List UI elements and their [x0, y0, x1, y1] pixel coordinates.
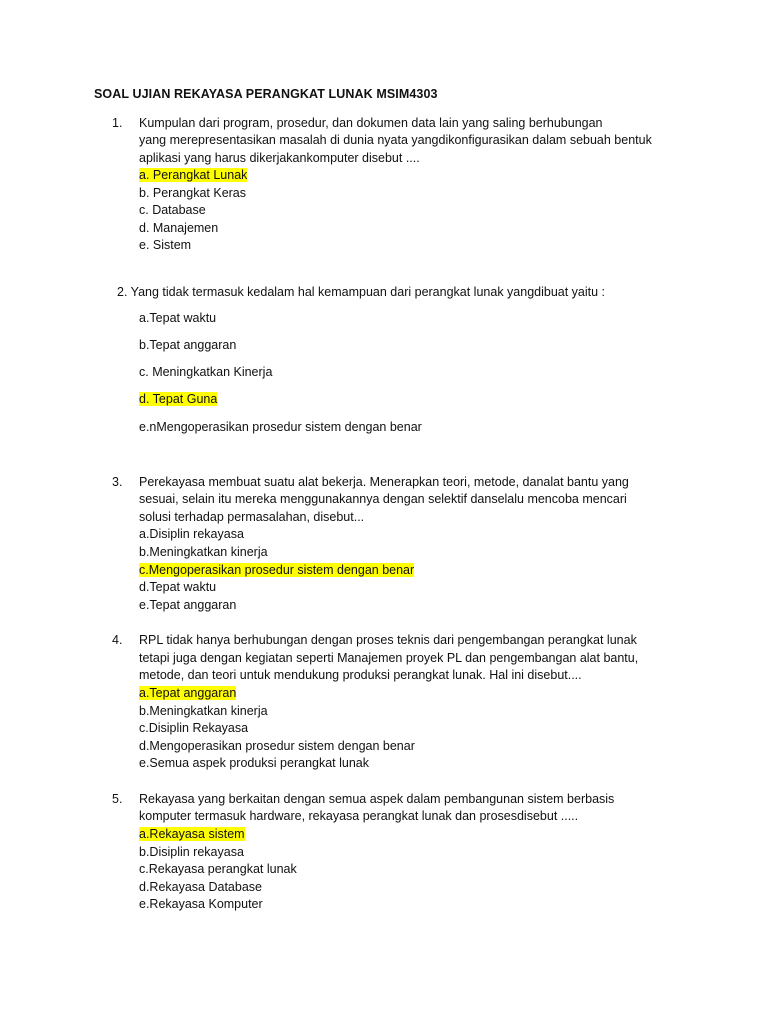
answer-option: d. Manajemen [139, 221, 219, 235]
answer-option: b. Perangkat Keras [139, 186, 247, 200]
question-text-line: Rekayasa yang berkaitan dengan semua aspek dalam pembangunan sistem berbasis [139, 792, 615, 806]
question-text-line: 2. Yang tidak termasuk kedalam hal kemampuan dari perangkat lunak yangdibuat yaitu : [117, 285, 606, 299]
question-text-line: aplikasi yang harus dikerjakankomputer disebut .... [139, 151, 420, 165]
answer-option: a.Disiplin rekayasa [139, 527, 244, 541]
answer-option: a.Tepat waktu [139, 311, 217, 325]
question-number: 5. [112, 792, 123, 806]
question-text-line: tetapi juga dengan kegiatan seperti Manajemen proyek PL dan pengembangan alat bantu, [139, 651, 639, 665]
answer-option: d.Tepat waktu [139, 580, 217, 594]
question-text-line: solusi terhadap permasalahan, disebut... [139, 510, 365, 524]
answer-option: c.Rekayasa perangkat lunak [139, 862, 297, 876]
question-text-line: Perekayasa membuat suatu alat bekerja. Menerapkan teori, metode, danalat bantu yang [139, 475, 629, 489]
question-text-line: metode, dan teori untuk mendukung produksi perangkat lunak. Hal ini disebut.... [139, 668, 582, 682]
answer-option: d.Mengoperasikan prosedur sistem dengan benar [139, 739, 415, 753]
answer-option: b.Meningkatkan kinerja [139, 545, 268, 559]
question-number: 3. [112, 475, 123, 489]
answer-option: b.Disiplin rekayasa [139, 845, 244, 859]
answer-option: e. Sistem [139, 238, 192, 252]
answer-option: e.Tepat anggaran [139, 598, 237, 612]
answer-option-highlighted: d. Tepat Guna [139, 392, 218, 406]
answer-option-highlighted: a.Tepat anggaran [139, 686, 237, 700]
answer-option: d.Rekayasa Database [139, 880, 262, 894]
answer-option-highlighted: a.Rekayasa sistem [139, 827, 245, 841]
question-text-line: RPL tidak hanya berhubungan dengan proses teknis dari pengembangan perangkat lunak [139, 633, 637, 647]
question-text-line: yang merepresentasikan masalah di dunia nyata yangdikonfigurasikan dalam sebuah bentuk [139, 133, 652, 147]
answer-option: e.Semua aspek produksi perangkat lunak [139, 756, 370, 770]
answer-option: c. Meningkatkan Kinerja [139, 365, 273, 379]
question-number: 4. [112, 633, 123, 647]
answer-option: e.nMengoperasikan prosedur sistem dengan benar [139, 420, 422, 434]
question-number: 1. [112, 116, 123, 130]
document-title: SOAL UJIAN REKAYASA PERANGKAT LUNAK MSIM4303 [94, 87, 438, 101]
answer-option: e.Rekayasa Komputer [139, 897, 263, 911]
answer-option: b.Meningkatkan kinerja [139, 704, 268, 718]
question-text-line: Kumpulan dari program, prosedur, dan dokumen data lain yang saling berhubungan [139, 116, 603, 130]
answer-option: b.Tepat anggaran [139, 338, 237, 352]
answer-option-highlighted: a. Perangkat Lunak [139, 168, 248, 182]
question-text-line: sesuai, selain itu mereka menggunakannya dengan selektif danselalu mencoba mencari [139, 492, 627, 506]
question-text-line: komputer termasuk hardware, rekayasa perangkat lunak dan prosesdisebut ..... [139, 809, 579, 823]
answer-option: c.Disiplin Rekayasa [139, 721, 249, 735]
answer-option-highlighted: c.Mengoperasikan prosedur sistem dengan benar [139, 563, 415, 577]
answer-option: c. Database [139, 203, 206, 217]
